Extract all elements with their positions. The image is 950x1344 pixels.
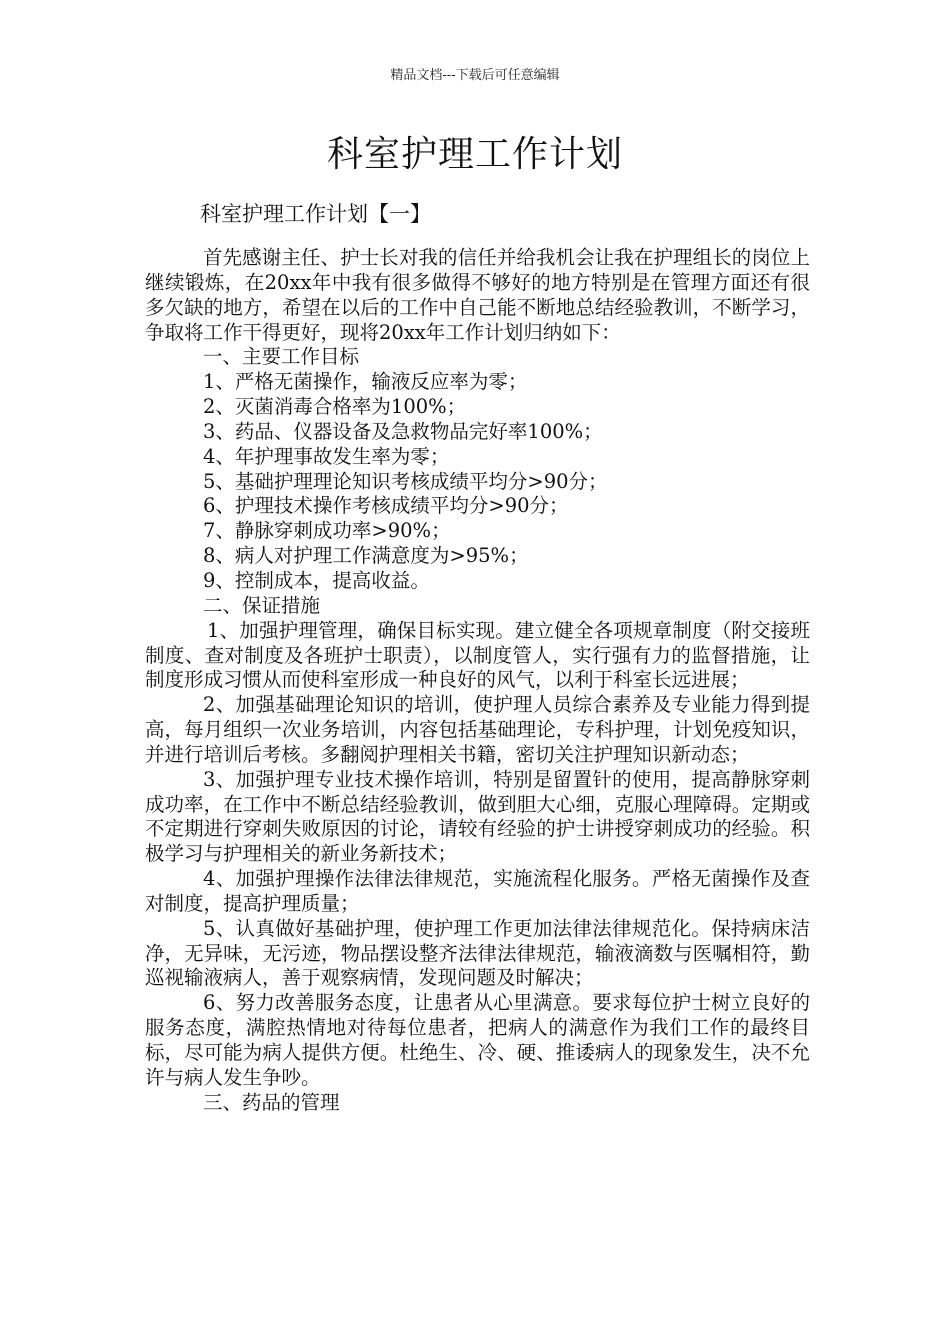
goal-item: 8、病人对护理工作满意度为>95%；: [203, 544, 529, 568]
measure-paragraph: 6、努力改善服务态度，让患者从心里满意。要求每位护士树立良好的服务态度，满腔热情地对待每位患者，把病人的满意作为我们工作的最终目标，尽可能为病人提供方便。杜绝生、冷、硬、推诿病人的现象发生，决不允许与病人发生争吵。: [145, 991, 810, 1089]
page-header-note: 精品文档---下载后可任意编辑: [390, 68, 560, 83]
goal-item: 3、药品、仪器设备及急救物品完好率100%；: [203, 419, 603, 443]
goal-item: 1、严格无菌操作，输液反应率为零；: [203, 370, 528, 394]
document-subtitle: 科室护理工作计划【一】: [200, 202, 431, 226]
measure-paragraph: 2、加强基础理论知识的培训，使护理人员综合素养及专业能力得到提高，每月组织一次业务培训，内容包括基础理论，专科护理，计划免疫知识，并进行培训后考核。多翻阅护理相关书籍，密切关注护理知识新动态；: [145, 693, 810, 766]
measure-paragraph: 5、认真做好基础护理，使护理工作更加法律法律规范化。保持病床洁净，无异味，无污迹，物品摆设整齐法律法律规范，输液滴数与医嘱相符，勤巡视输液病人，善于观察病情，发现问题及时解决；: [145, 916, 810, 990]
document-body: [145, 246, 810, 1116]
intro-paragraph: 首先感谢主任、护士长对我的信任并给我机会让我在护理组长的岗位上继续锻炼，在20xx年中我有很多做得不够好的地方特别是在管理方面还有很多欠缺的地方，希望在以后的工作中自己能不断地总结经验教训，不断学习，争取将工作干得更好，现将20xx年工作计划归纳如下：: [145, 246, 810, 344]
measure-paragraph: 4、加强护理操作法律法律规范，实施流程化服务。严格无菌操作及查对制度，提高护理质量；: [145, 867, 810, 915]
section-heading-goals: 一、主要工作目标: [203, 345, 360, 369]
measure-paragraph: 1、加强护理管理，确保目标实现。建立健全各项规章制度（附交接班制度、查对制度及各班护士职责），以制度管人，实行强有力的监督措施，让制度形成习惯从而使科室形成一种良好的风气，以利于科室长远进展；: [145, 618, 810, 692]
goal-item: 4、年护理事故发生率为零；: [203, 444, 450, 468]
measure-paragraph: 3、加强护理专业技术操作培训，特别是留置针的使用，提高静脉穿刺成功率，在工作中不断总结经验教训，做到胆大心细，克服心理障碍。定期或不定期进行穿刺失败原因的讨论，请较有经验的护士讲授穿刺成功的经验。积极学习与护理相关的新业务新技术；: [145, 767, 810, 866]
document-title: 科室护理工作计划: [326, 134, 623, 175]
goal-item: 9、控制成本，提高收益。: [203, 568, 430, 592]
section-heading-measures: 二、保证措施: [203, 593, 321, 617]
goal-item: 2、灭菌消毒合格率为100%；: [203, 395, 467, 419]
section-heading-medicine: 三、药品的管理: [203, 1090, 340, 1114]
goal-item: 6、护理技术操作考核成绩平均分>90分；: [203, 494, 569, 518]
goal-item: 7、静脉穿刺成功率>90%；: [203, 519, 451, 543]
goal-item: 5、基础护理理论知识考核成绩平均分>90分；: [203, 469, 608, 493]
